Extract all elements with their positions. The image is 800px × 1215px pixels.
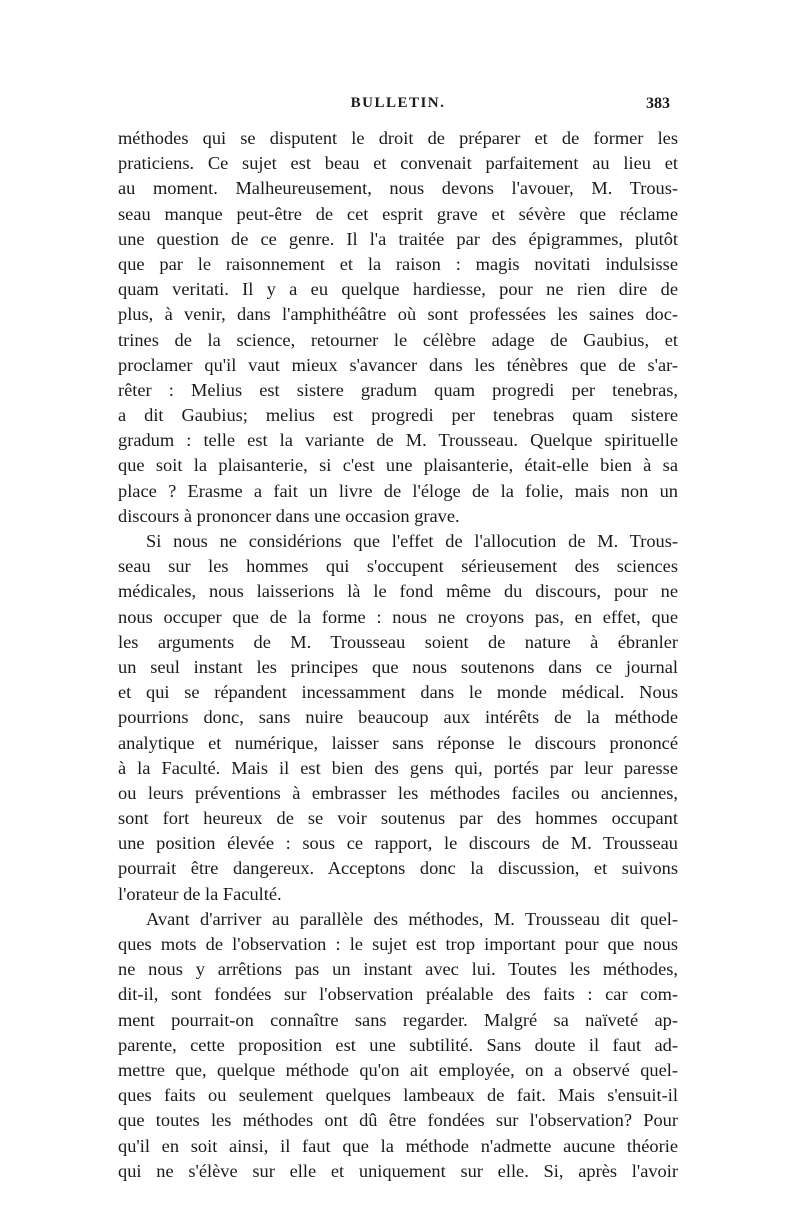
text-line: à la Faculté. Mais il est bien des gens qui, portés par leur paresse bbox=[118, 757, 678, 778]
text-line: pourrait être dangereux. Acceptons donc la discussion, et suivons bbox=[118, 858, 678, 879]
page-number: 383 bbox=[646, 95, 670, 112]
text-line: ne nous y arrêtions pas un instant avec lui. Toutes les méthodes, bbox=[118, 959, 678, 980]
text-line: au moment. Malheureusement, nous devons l'avouer, M. Trous- bbox=[118, 178, 678, 199]
text-line: plus, à venir, dans l'amphithéâtre où sont professées les saines doc- bbox=[118, 304, 678, 325]
text-line: place ? Erasme a fait un livre de l'éloge de la folie, mais non un bbox=[118, 480, 678, 501]
text-line: sont fort heureux de se voir soutenus par des hommes occupant bbox=[118, 808, 678, 829]
text-line: nous occuper que de la forme : nous ne croyons pas, en effet, que bbox=[118, 606, 678, 627]
text-line: qu'il en soit ainsi, il faut que la méthode n'admette aucune théorie bbox=[118, 1135, 678, 1156]
text-line: gradum : telle est la variante de M. Trousseau. Quelque spirituelle bbox=[118, 430, 678, 451]
text-line: proclamer qu'il vaut mieux s'avancer dans les ténèbres que de s'ar- bbox=[118, 354, 678, 375]
text-line: Si nous ne considérions que l'effet de l'allocution de M. Trous- bbox=[146, 531, 678, 551]
text-line: l'orateur de la Faculté. bbox=[118, 883, 282, 904]
text-line: trines de la science, retourner le célèbre adage de Gaubius, et bbox=[118, 329, 678, 350]
text-line: médicales, nous laisserions là le fond même du discours, pour ne bbox=[118, 581, 678, 602]
text-line: que toutes les méthodes ont dû être fondées sur l'observation? Pour bbox=[118, 1110, 678, 1131]
text-line: praticiens. Ce sujet est beau et convenait parfaitement au lieu et bbox=[118, 153, 678, 174]
text-line: seau manque peut-être de cet esprit grave et sévère que réclame bbox=[118, 203, 678, 224]
text-line: Avant d'arriver au parallèle des méthodes, M. Trousseau dit quel- bbox=[146, 908, 678, 929]
text-line: une position élevée : sous ce rapport, le discours de M. Trousseau bbox=[118, 833, 678, 854]
text-line: dit-il, sont fondées sur l'observation préalable des faits : car com- bbox=[118, 984, 678, 1005]
page-header bbox=[126, 95, 670, 121]
text-line: analytique et numérique, laisser sans réponse le discours prononcé bbox=[118, 732, 678, 753]
body-text bbox=[118, 126, 678, 1184]
text-line: seau sur les hommes qui s'occupent sérieusement des sciences bbox=[118, 556, 678, 577]
text-line: parente, cette proposition est une subtilité. Sans doute il faut ad- bbox=[118, 1034, 678, 1055]
text-line: qui ne s'élève sur elle et uniquement sur elle. Si, après l'avoir bbox=[118, 1160, 678, 1181]
text-line: discours à prononcer dans une occasion grave. bbox=[118, 505, 460, 526]
text-line: mettre que, quelque méthode qu'on ait employée, on a observé quel- bbox=[118, 1059, 678, 1080]
text-line: ou leurs préventions à embrasser les méthodes faciles ou anciennes, bbox=[118, 782, 678, 803]
text-line: une question de ce genre. Il l'a traitée par des épigrammes, plutôt bbox=[118, 228, 678, 249]
text-line: que soit la plaisanterie, si c'est une plaisanterie, était-elle bien à sa bbox=[118, 455, 678, 476]
text-line: que par le raisonnement et la raison : magis novitati indulsisse bbox=[118, 253, 678, 274]
text-line: les arguments de M. Trousseau soient de nature à ébranler bbox=[118, 631, 678, 652]
running-title: BULLETIN. bbox=[350, 95, 446, 111]
text-line: un seul instant les principes que nous soutenons dans ce journal bbox=[118, 656, 678, 677]
text-line: ment pourrait-on connaître sans regarder. Malgré sa naïveté ap- bbox=[118, 1009, 678, 1030]
text-line: méthodes qui se disputent le droit de préparer et de former les bbox=[118, 128, 678, 148]
text-line: et qui se répandent incessamment dans le monde médical. Nous bbox=[118, 682, 678, 703]
text-line: ques mots de l'observation : le sujet est trop important pour que nous bbox=[118, 934, 678, 954]
text-line: a dit Gaubius; melius est progredi per tenebras quam sistere bbox=[118, 405, 678, 426]
text-line: pourrions donc, sans nuire beaucoup aux intérêts de la méthode bbox=[118, 707, 678, 728]
text-line: rêter : Melius est sistere gradum quam progredi per tenebras, bbox=[118, 379, 678, 400]
text-line: quam veritati. Il y a eu quelque hardiesse, pour ne rien dire de bbox=[118, 279, 678, 300]
text-line: ques faits ou seulement quelques lambeaux de fait. Mais s'ensuit-il bbox=[118, 1085, 678, 1106]
